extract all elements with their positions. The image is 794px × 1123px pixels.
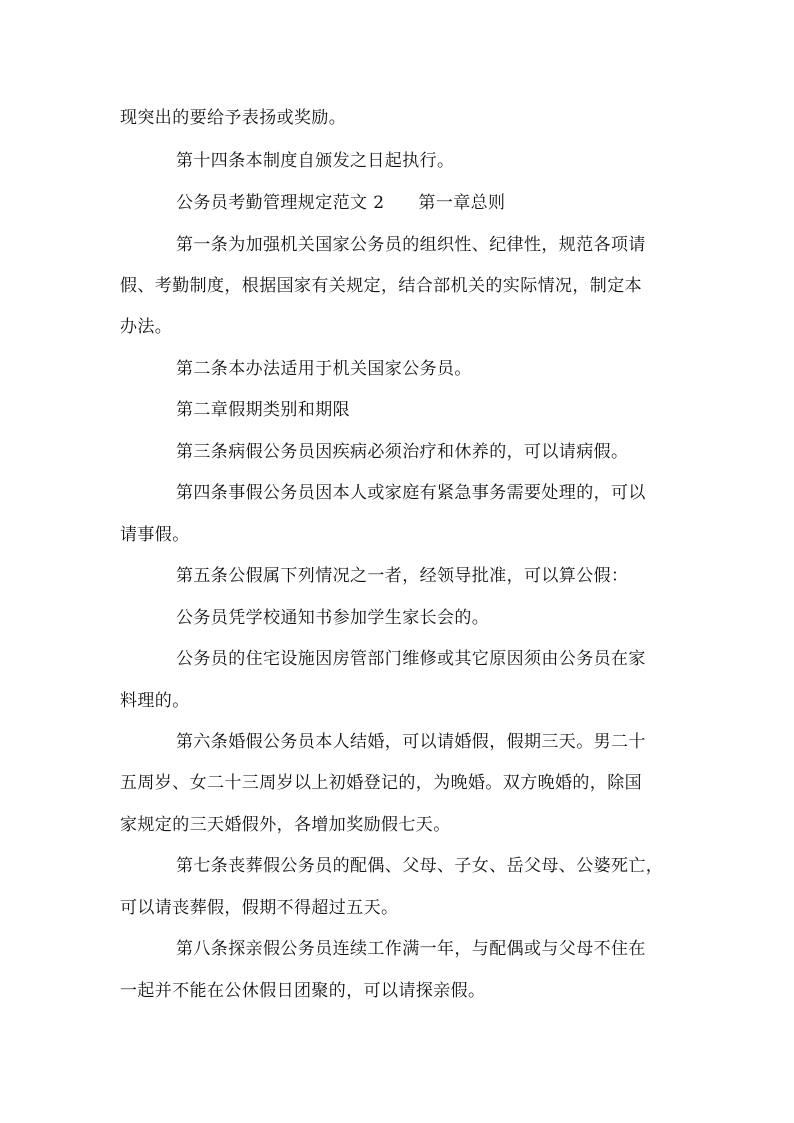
- article-title: 公务员考勤管理规定范文 2: [176, 193, 385, 213]
- text-line: 第四条事假公务员因本人或家庭有紧急事务需要处理的，可以: [176, 483, 646, 503]
- text-line: 第七条丧葬假公务员的配偶、父母、子女、岳父母、公婆死亡，: [176, 856, 664, 876]
- text-line: 请事假。: [120, 525, 190, 545]
- text-line: 可以请丧葬假，假期不得超过五天。: [120, 898, 399, 918]
- text-line: 料理的。: [120, 691, 190, 711]
- text-line: 公务员凭学校通知书参加学生家长会的。: [176, 608, 490, 628]
- text-line: 第八条探亲假公务员连续工作满一年，与配偶或与父母不住在: [176, 939, 646, 959]
- text-line: 第二条本办法适用于机关国家公务员。: [176, 359, 472, 379]
- section-heading-line: [176, 193, 505, 213]
- text-line: 第六条婚假公务员本人结婚，可以请婚假，假期三天。男二十: [176, 732, 646, 752]
- text-line: 家规定的三天婚假外，各增加奖励假七天。: [120, 815, 451, 835]
- text-line: 现突出的要给予表扬或奖励。: [120, 108, 347, 128]
- text-line: 五周岁、女二十三周岁以上初婚登记的，为晚婚。双方晚婚的，除国: [120, 773, 642, 793]
- text-line: 第三条病假公务员因疾病必须治疗和休养的，可以请病假。: [176, 442, 629, 462]
- text-line: 第十四条本制度自颁发之日起执行。: [176, 151, 455, 171]
- chapter-heading: 第一章总则: [418, 193, 506, 213]
- text-line: 一起并不能在公休假日团聚的，可以请探亲假。: [120, 981, 486, 1001]
- text-line: 公务员的住宅设施因房管部门维修或其它原因须由公务员在家: [176, 649, 646, 669]
- text-line: 第一条为加强机关国家公务员的组织性、纪律性，规范各项请: [176, 235, 646, 255]
- chapter-heading: 第二章假期类别和期限: [176, 400, 350, 420]
- text-line: 假、考勤制度，根据国家有关规定，结合部机关的实际情况，制定本: [120, 276, 642, 296]
- text-line: 办法。: [120, 317, 173, 337]
- text-line: 第五条公假属下列情况之一者，经领导批准，可以算公假：: [176, 566, 629, 586]
